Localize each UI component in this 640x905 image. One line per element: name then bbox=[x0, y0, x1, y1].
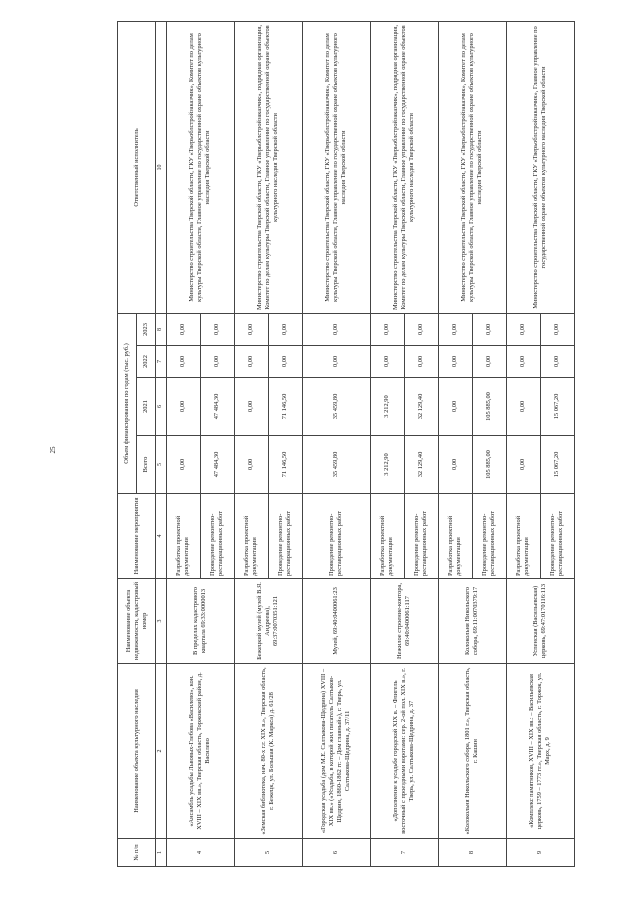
column-numbers-row bbox=[156, 21, 167, 866]
responsible-executor: Министерство строительства Тверской области, ГКУ «Тверьоблстройзаказчик», Комитет по делам культуры Тверской области, Главное управление по государственной охране объектов культурного наследия Тверской области bbox=[438, 21, 506, 313]
funding-2022: 0,00 bbox=[302, 346, 370, 378]
event-name: Разработка проектной документации bbox=[234, 494, 268, 579]
property-name: В пределах кадастрового квартала 69:33:0000013 bbox=[166, 579, 234, 664]
funding-2021: 32 129,40 bbox=[404, 378, 438, 436]
funding-2023: 0,00 bbox=[302, 313, 370, 345]
column-number: 5 bbox=[156, 436, 167, 494]
funding-2023: 0,00 bbox=[506, 313, 540, 345]
row-number: 9 bbox=[506, 839, 574, 867]
funding-total: 15 067,20 bbox=[540, 436, 574, 494]
funding-total: 71 146,50 bbox=[268, 436, 302, 494]
header-heritage-name: Наименование объекта культурного наследия bbox=[118, 664, 156, 839]
funding-2022: 0,00 bbox=[166, 346, 200, 378]
funding-2023: 0,00 bbox=[540, 313, 574, 345]
funding-table-sheet bbox=[117, 22, 627, 867]
event-name: Разработка проектной документации bbox=[166, 494, 200, 579]
funding-2022: 0,00 bbox=[506, 346, 540, 378]
header-2021: 2021 bbox=[137, 378, 156, 436]
table-row bbox=[438, 21, 472, 866]
column-number: 7 bbox=[156, 346, 167, 378]
funding-2023: 0,00 bbox=[438, 313, 472, 345]
responsible-executor: Министерство строительства Тверской области, ГКУ «Тверьоблстройзаказчик», подрядная организация, Комитет по делам культуры Тверской области, Главное управление по государственной охране объектов культурного наследия Тверской области bbox=[370, 21, 438, 313]
page-number: 25 bbox=[49, 446, 57, 454]
funding-total: 0,00 bbox=[506, 436, 540, 494]
funding-total: 35 459,80 bbox=[302, 436, 370, 494]
column-number: 3 bbox=[156, 579, 167, 664]
responsible-executor: Министерство строительства Тверской области, ГКУ «Тверьоблстройзаказчик», Комитет по делам культуры Тверской области, Главное управление по государственной охране объектов культурного наследия Тверской области bbox=[302, 21, 370, 313]
funding-total: 0,00 bbox=[234, 436, 268, 494]
funding-total: 3 212,90 bbox=[370, 436, 404, 494]
event-name: Разработка проектной документации bbox=[506, 494, 540, 579]
funding-2022: 0,00 bbox=[472, 346, 506, 378]
header-executor: Ответственный исполнитель bbox=[118, 21, 156, 313]
funding-total: 0,00 bbox=[166, 436, 200, 494]
table-row bbox=[370, 21, 404, 866]
funding-2023: 0,00 bbox=[404, 313, 438, 345]
header-event-name: Наименование мероприятия bbox=[118, 494, 156, 579]
table-body bbox=[166, 21, 574, 866]
responsible-executor: Министерство строительства Тверской области, ГКУ «Тверьоблстройзаказчик», Главное управление по государственной охране объектов культурного наследия Тверской области bbox=[506, 21, 574, 313]
row-number: 8 bbox=[438, 839, 506, 867]
funding-2021: 105 885,00 bbox=[472, 378, 506, 436]
funding-2021: 0,00 bbox=[438, 378, 472, 436]
column-number: 8 bbox=[156, 313, 167, 345]
column-number: 10 bbox=[156, 21, 167, 313]
header-total: Всего bbox=[137, 436, 156, 494]
funding-2023: 0,00 bbox=[370, 313, 404, 345]
funding-2022: 0,00 bbox=[404, 346, 438, 378]
header-2023: 2023 bbox=[137, 313, 156, 345]
funding-2022: 0,00 bbox=[268, 346, 302, 378]
column-number: 2 bbox=[156, 664, 167, 839]
funding-total: 0,00 bbox=[438, 436, 472, 494]
property-name: Нежилое строение-контора, 69:40:0400061:117 bbox=[370, 579, 438, 664]
table-row bbox=[166, 21, 200, 866]
row-number: 4 bbox=[166, 839, 234, 867]
table-row bbox=[234, 21, 268, 866]
event-name: Проведение ремонтно-реставрационных работ bbox=[404, 494, 438, 579]
table-row bbox=[506, 21, 540, 866]
funding-2021: 35 459,80 bbox=[302, 378, 370, 436]
funding-2022: 0,00 bbox=[200, 346, 234, 378]
row-number: 6 bbox=[302, 839, 370, 867]
header-row-1 bbox=[118, 21, 137, 866]
header-num: № п/п bbox=[118, 839, 156, 867]
property-name: Колокольня Никольского собора, 69:11:0070379:17 bbox=[438, 579, 506, 664]
heritage-object-name: «Городская усадьба (дом М.Е. Салтыкова-Щедрина) XVIII – XIX вв.» («Усадьба, в которой жил писатель Салтыков-Щедрин, 1860-1862 гг. – Дом главный»), г. Тверь, ул. Салтыкова-Щедрина, д. 37/11 bbox=[302, 664, 370, 839]
column-number: 6 bbox=[156, 378, 167, 436]
funding-total: 32 129,40 bbox=[404, 436, 438, 494]
column-number: 1 bbox=[156, 839, 167, 867]
heritage-object-name: «Земская библиотека, нач. 80-х г.г. XIX в.», Тверская область, г. Бежецк, ул. Большая (К. Маркса) д. 61/28 bbox=[234, 664, 302, 839]
header-funding: Объем финансирования по годам (тыс. руб.) bbox=[118, 313, 137, 493]
funding-2021: 71 146,50 bbox=[268, 378, 302, 436]
event-name: Проведение ремонтно-реставрационных работ bbox=[302, 494, 370, 579]
event-name: Проведение ремонтно-реставрационных работ bbox=[540, 494, 574, 579]
row-number: 7 bbox=[370, 839, 438, 867]
event-name: Разработка проектной документации bbox=[370, 494, 404, 579]
funding-2022: 0,00 bbox=[370, 346, 404, 378]
heritage-object-name: «Дополнение к усадьбе городской XIX в. – Флигель восточный с проездными воротами: сер. 2-ой пол. XIX в.», г. Тверь, ул. Салтыкова-Щедрина, д. 37 bbox=[370, 664, 438, 839]
funding-2023: 0,00 bbox=[472, 313, 506, 345]
funding-total: 105 885,00 bbox=[472, 436, 506, 494]
funding-total: 47 484,30 bbox=[200, 436, 234, 494]
header-2022: 2022 bbox=[137, 346, 156, 378]
row-number: 5 bbox=[234, 839, 302, 867]
funding-2021: 0,00 bbox=[506, 378, 540, 436]
property-name: Музей, 69:40:0400061:23 bbox=[302, 579, 370, 664]
funding-2023: 0,00 bbox=[200, 313, 234, 345]
event-name: Проведение ремонтно-реставрационных работ bbox=[472, 494, 506, 579]
funding-2021: 47 484,30 bbox=[200, 378, 234, 436]
funding-2021: 3 212,90 bbox=[370, 378, 404, 436]
funding-2021: 15 067,20 bbox=[540, 378, 574, 436]
heritage-object-name: «Ансамбль усадьбы Львовых-Глебова «Василево», кон. XVIII – XIX вв.», Тверская область, Торжокский район, д. Василево bbox=[166, 664, 234, 839]
property-name: Бежецкий музей (музей В.Я. Андреева), 69:37:0070351:121 bbox=[234, 579, 302, 664]
table-row bbox=[302, 21, 370, 866]
heritage-object-name: «Комплекс памятников, XVIII – XIX вв.: – Васильевская церковь, 1759 – 1773 гг.», Тверская область, г. Торжок, ул. Марх, д. 9 bbox=[506, 664, 574, 839]
event-name: Проведение ремонтно-реставрационных работ bbox=[268, 494, 302, 579]
funding-2021: 0,00 bbox=[166, 378, 200, 436]
responsible-executor: Министерство строительства Тверской области, ГКУ «Тверьоблстройзаказчик», подрядная организация, Комитет по делам культуры Тверской области, Главное управление по государственной охране объектов культурного наследия Тверской области bbox=[234, 21, 302, 313]
funding-2022: 0,00 bbox=[540, 346, 574, 378]
funding-2021: 0,00 bbox=[234, 378, 268, 436]
funding-2022: 0,00 bbox=[438, 346, 472, 378]
funding-2023: 0,00 bbox=[268, 313, 302, 345]
funding-2023: 0,00 bbox=[166, 313, 200, 345]
property-name: Успенская (Васильевская) церковь, 69:47:0170116:113 bbox=[506, 579, 574, 664]
responsible-executor: Министерство строительства Тверской области, ГКУ «Тверьоблстройзаказчик», Комитет по делам культуры Тверской области, Главное управление по государственной охране объектов культурного наследия Тверской области bbox=[166, 21, 234, 313]
funding-table bbox=[117, 21, 575, 867]
funding-2023: 0,00 bbox=[234, 313, 268, 345]
header-object-name: Наименование объекта недвижимости, кадастровый номер bbox=[118, 579, 156, 664]
event-name: Разработка проектной документации bbox=[438, 494, 472, 579]
funding-2022: 0,00 bbox=[234, 346, 268, 378]
event-name: Проведение ремонтно-реставрационных работ bbox=[200, 494, 234, 579]
heritage-object-name: «Колокольня Никольского собора, 1801 г.», Тверская область, г. Кашин bbox=[438, 664, 506, 839]
column-number: 4 bbox=[156, 494, 167, 579]
